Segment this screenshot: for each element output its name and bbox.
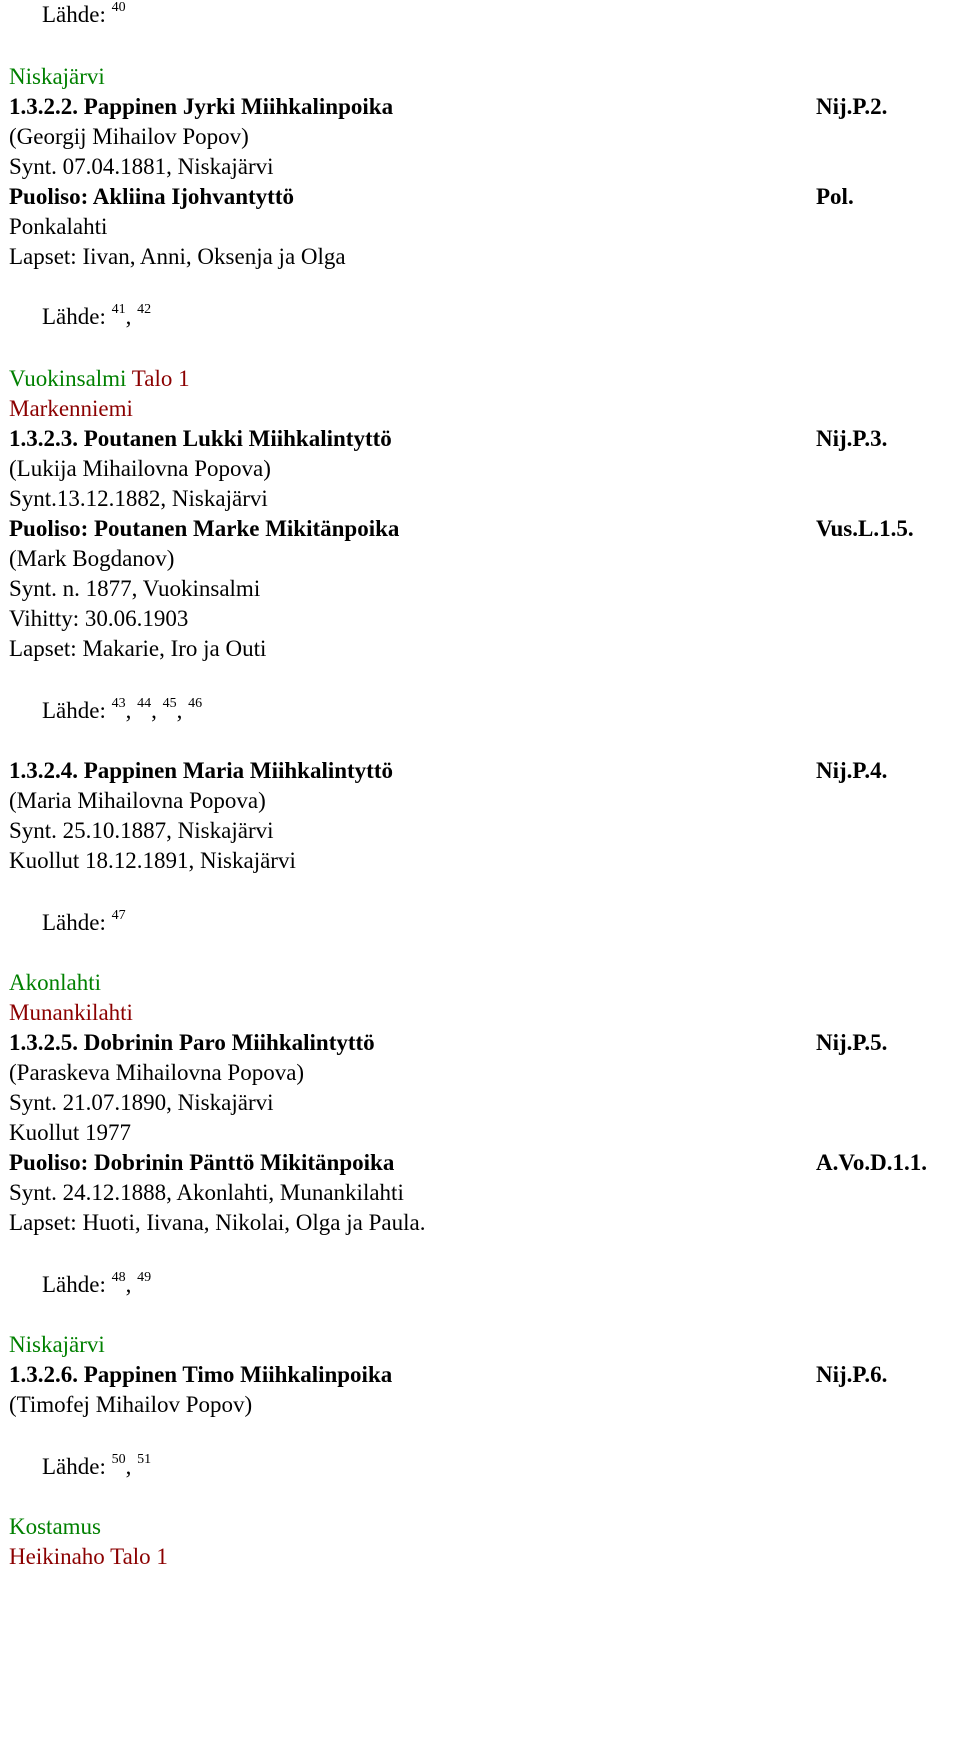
source-ref[interactable]: 51 <box>137 1452 152 1467</box>
source-ref[interactable]: 50 <box>111 1452 126 1467</box>
person-heading: 1.3.2.4. Pappinen Maria Miihkalintyttö <box>9 758 393 783</box>
source-note <box>42 2 126 28</box>
source-note: Lähde: $^{50}$, $^{51}$ <box>42 1452 152 1479</box>
subplace-name: Munankilahti <box>9 1000 133 1025</box>
birth-info: Synt.13.12.1882, Niskajärvi <box>9 486 268 511</box>
source-ref[interactable]: 42 <box>137 302 152 317</box>
source-label: Lähde: <box>42 1272 106 1297</box>
place-name <box>9 366 190 392</box>
spouse-heading: Puoliso: Akliina Ijohvantyttö <box>9 184 294 209</box>
source-ref[interactable]: 44 <box>137 696 152 711</box>
children-list: Lapset: Huoti, Iivana, Nikolai, Olga ja Paula. <box>9 1210 426 1235</box>
source-note: Lähde: $^{48}$, $^{49}$ <box>42 1270 152 1297</box>
spouse-code: Vus.L.1.5. <box>816 516 914 541</box>
place-name: Akonlahti <box>9 970 101 995</box>
spouse-birth-info: Synt. n. 1877, Vuokinsalmi <box>9 576 261 601</box>
spouse-code: Pol. <box>816 184 854 209</box>
source-label: Lähde: <box>42 304 106 329</box>
source-ref[interactable]: 40 <box>111 0 126 15</box>
person-code: Nij.P.5. <box>816 1030 888 1055</box>
marriage-info: Vihitty: 30.06.1903 <box>9 606 189 631</box>
death-info: Kuollut 1977 <box>9 1120 132 1145</box>
source-label: Lähde: <box>42 2 106 27</box>
death-info: Kuollut 18.12.1891, Niskajärvi <box>9 848 296 873</box>
russian-name: (Lukija Mihailovna Popova) <box>9 456 271 481</box>
spouse-heading: Puoliso: Poutanen Marke Mikitänpoika <box>9 516 400 541</box>
source-ref[interactable]: 46 <box>188 696 203 711</box>
person-heading: 1.3.2.5. Dobrinin Paro Miihkalintyttö <box>9 1030 375 1055</box>
source-ref[interactable]: 47 <box>111 908 126 923</box>
russian-name: (Georgij Mihailov Popov) <box>9 124 249 149</box>
place-name: Niskajärvi <box>9 64 105 89</box>
village-name: Vuokinsalmi <box>9 366 127 391</box>
spouse-heading: Puoliso: Dobrinin Pänttö Mikitänpoika <box>9 1150 395 1175</box>
birth-info: Synt. 07.04.1881, Niskajärvi <box>9 154 274 179</box>
russian-name: (Timofej Mihailov Popov) <box>9 1392 253 1417</box>
children-list: Lapset: Makarie, Iro ja Outi <box>9 636 267 661</box>
spouse-birth-info: Synt. 24.12.1888, Akonlahti, Munankilahti <box>9 1180 404 1205</box>
source-note: Lähde: $^{41}$, $^{42}$ <box>42 302 152 329</box>
subplace-name: Markenniemi <box>9 396 133 421</box>
children-list: Lapset: Iivan, Anni, Oksenja ja Olga <box>9 244 346 269</box>
source-ref[interactable]: 43 <box>111 696 126 711</box>
person-heading: 1.3.2.2. Pappinen Jyrki Miihkalinpoika <box>9 94 394 119</box>
person-heading: 1.3.2.3. Poutanen Lukki Miihkalintyttö <box>9 426 392 451</box>
person-code: Nij.P.6. <box>816 1362 888 1387</box>
source-label: Lähde: <box>42 698 106 723</box>
source-note <box>42 910 126 936</box>
source-label: Lähde: <box>42 910 106 935</box>
place-name: Kostamus <box>9 1514 101 1539</box>
russian-name: (Maria Mihailovna Popova) <box>9 788 266 813</box>
source-ref[interactable]: 45 <box>162 696 177 711</box>
source-ref[interactable]: 48 <box>111 1270 126 1285</box>
person-code: Nij.P.2. <box>816 94 888 119</box>
source-ref[interactable]: 41 <box>111 302 126 317</box>
russian-name: (Paraskeva Mihailovna Popova) <box>9 1060 305 1085</box>
person-heading: 1.3.2.6. Pappinen Timo Miihkalinpoika <box>9 1362 393 1387</box>
house-name: Talo 1 <box>126 366 190 391</box>
spouse-place: Ponkalahti <box>9 214 108 239</box>
source-ref[interactable]: 49 <box>137 1270 152 1285</box>
spouse-russian-name: (Mark Bogdanov) <box>9 546 175 571</box>
subplace-name: Heikinaho Talo 1 <box>9 1544 168 1569</box>
birth-info: Synt. 21.07.1890, Niskajärvi <box>9 1090 274 1115</box>
place-name: Niskajärvi <box>9 1332 105 1357</box>
person-code: Nij.P.4. <box>816 758 888 783</box>
source-note: Lähde: $^{43}$, $^{44}$, $^{45}$, $^{46}$ <box>42 696 203 723</box>
spouse-code: A.Vo.D.1.1. <box>816 1150 927 1175</box>
source-label: Lähde: <box>42 1454 106 1479</box>
birth-info: Synt. 25.10.1887, Niskajärvi <box>9 818 274 843</box>
person-code: Nij.P.3. <box>816 426 888 451</box>
